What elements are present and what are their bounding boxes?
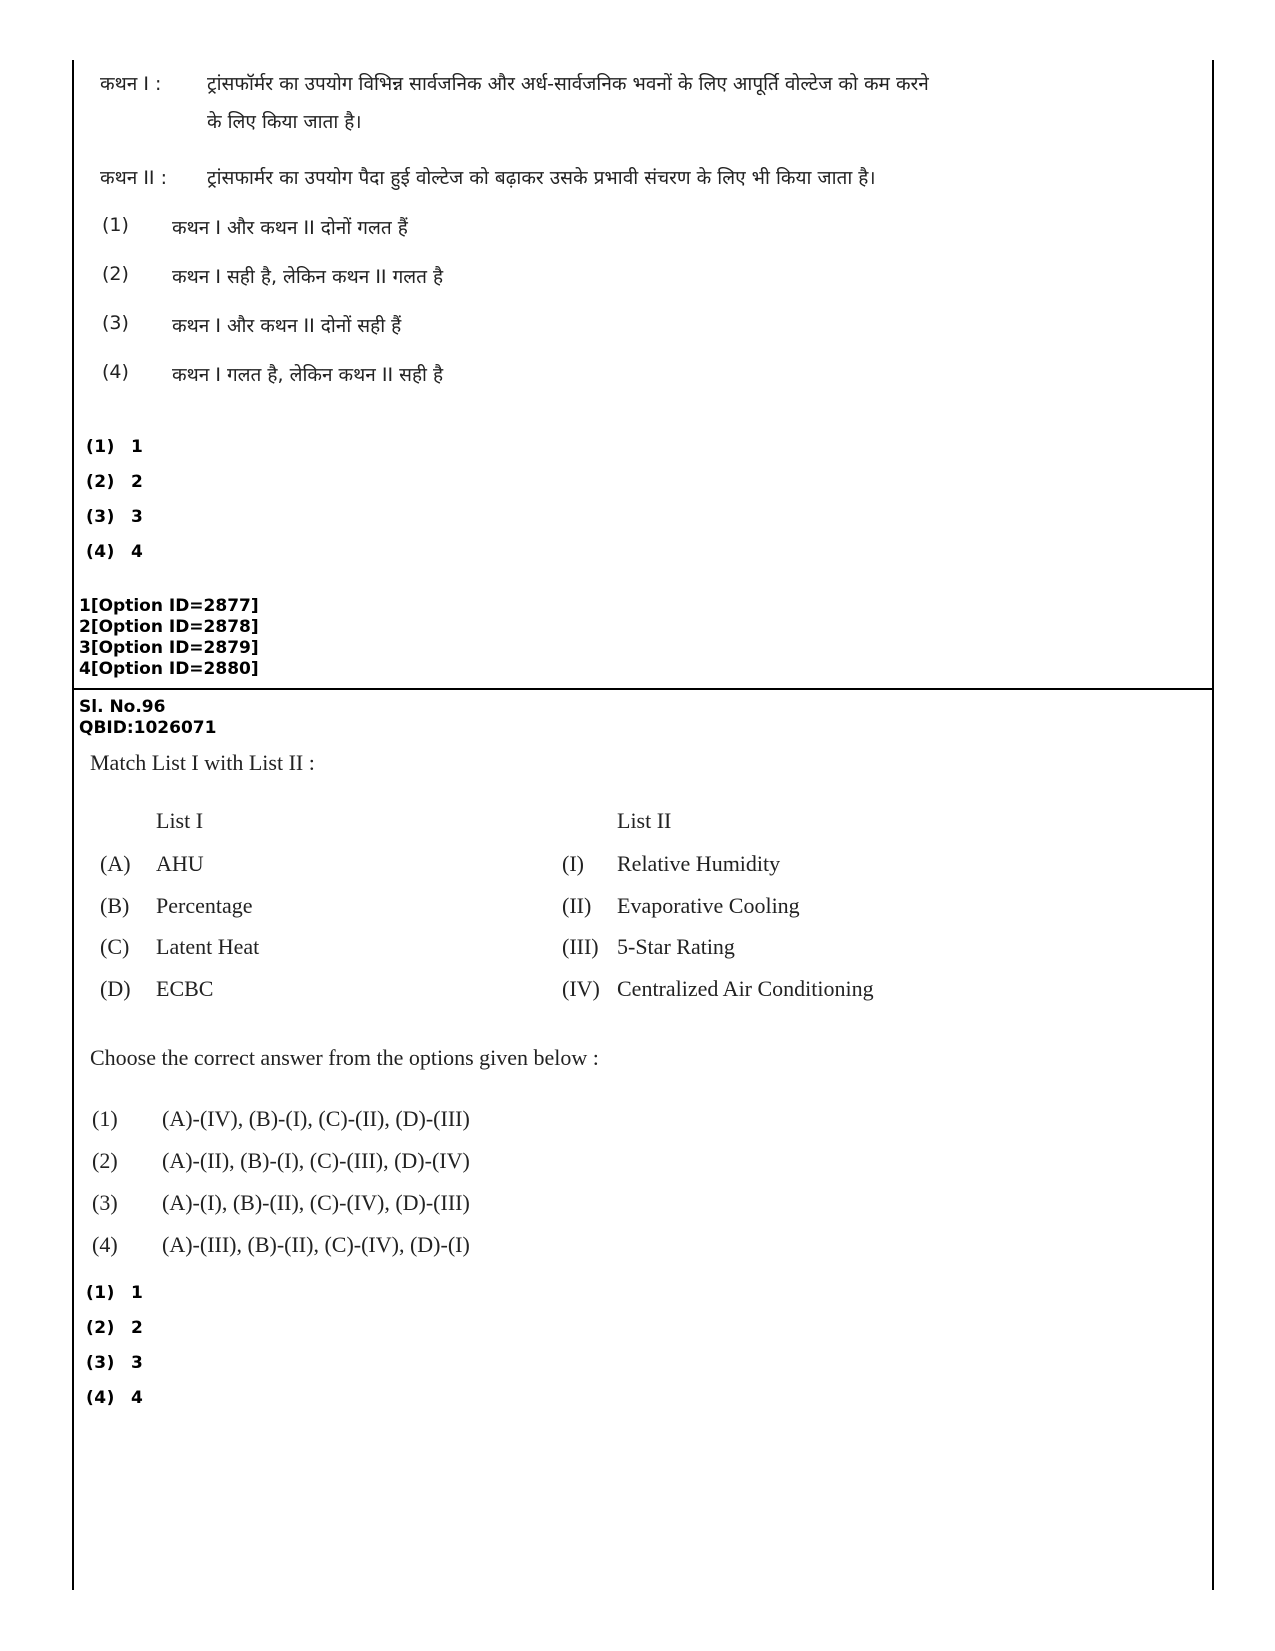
statement-1-line-1: ट्रांसफॉर्मर का उपयोग विभिन्न सार्वजनिक और अर्ध-सार्वजनिक भवनों के लिए आपूर्ति वोल्टेज को कम करने: [207, 73, 929, 95]
q96-answer-number: (3): [86, 1353, 115, 1373]
q95-answer-number: (4): [86, 542, 115, 562]
q96-option-text: (A)-(III), (B)-(II), (C)-(IV), (D)-(I): [162, 1232, 470, 1257]
q96-answer-value: 4: [131, 1388, 144, 1408]
question-divider: [72, 688, 1214, 690]
option-id: 2[Option ID=2878]: [79, 617, 259, 637]
page-border-left: [72, 60, 74, 1590]
list-2-item: Relative Humidity: [617, 851, 781, 876]
list-1-key: (C): [100, 934, 130, 959]
q96-option-number: (4): [92, 1232, 118, 1257]
q95-answer-value: 3: [131, 507, 144, 527]
list-1-item: AHU: [156, 851, 204, 876]
option-id: 4[Option ID=2880]: [79, 659, 259, 679]
q96-answer-value: 3: [131, 1353, 144, 1373]
list-1-key: (A): [100, 851, 131, 876]
list-1-item: Latent Heat: [156, 934, 260, 959]
q95-option-text: कथन I सही है, लेकिन कथन II गलत है: [172, 266, 444, 288]
list-2-item: Evaporative Cooling: [617, 893, 800, 918]
list-2-key: (IV): [562, 976, 600, 1001]
q95-answer-number: (1): [86, 437, 115, 457]
q96-answer-value: 1: [131, 1283, 144, 1303]
q96-option-text: (A)-(I), (B)-(II), (C)-(IV), (D)-(III): [162, 1190, 470, 1215]
list-2-key: (II): [562, 893, 592, 918]
choose-instruction: Choose the correct answer from the options given below :: [90, 1045, 599, 1070]
list-1-item: Percentage: [156, 893, 253, 918]
q96-option-number: (1): [92, 1106, 118, 1131]
question-prompt: Match List I with List II :: [90, 750, 315, 775]
statement-1-line-2: के लिए किया जाता है।: [207, 111, 362, 133]
q96-answer-number: (1): [86, 1283, 115, 1303]
q95-answer-value: 1: [131, 437, 144, 457]
q95-answer-number: (3): [86, 507, 115, 527]
option-id-list: [79, 596, 259, 680]
q95-option-text: कथन I और कथन II दोनों सही हैं: [172, 315, 402, 337]
list-1-key: (D): [100, 976, 131, 1001]
list-1-header: List I: [156, 808, 204, 833]
q95-option-number: (2): [102, 263, 129, 285]
list-2-key: (I): [562, 851, 584, 876]
q95-answer-value: 2: [131, 472, 144, 492]
q95-option-text: कथन I और कथन II दोनों गलत हैं: [172, 217, 408, 239]
statement-2-label: कथन II :: [100, 167, 167, 189]
qbid: QBID:1026071: [79, 718, 217, 738]
q95-answer-value: 4: [131, 542, 144, 562]
q95-option-number: (1): [102, 214, 129, 236]
q95-option-number: (3): [102, 312, 129, 334]
list-2-item: 5-Star Rating: [617, 934, 735, 959]
list-1-key: (B): [100, 893, 130, 918]
q96-option-text: (A)-(II), (B)-(I), (C)-(III), (D)-(IV): [162, 1148, 470, 1173]
q95-answer-number: (2): [86, 472, 115, 492]
q96-option-number: (3): [92, 1190, 118, 1215]
list-2-header: List II: [617, 808, 672, 833]
q96-answer-value: 2: [131, 1318, 144, 1338]
q96-option-number: (2): [92, 1148, 118, 1173]
q96-answer-number: (2): [86, 1318, 115, 1338]
list-2-item: Centralized Air Conditioning: [617, 976, 874, 1001]
q95-option-text: कथन I गलत है, लेकिन कथन II सही है: [172, 364, 444, 386]
option-id: 1[Option ID=2877]: [79, 596, 259, 616]
page-border-right: [1212, 60, 1214, 1590]
q96-option-text: (A)-(IV), (B)-(I), (C)-(II), (D)-(III): [162, 1106, 470, 1131]
list-1-item: ECBC: [156, 976, 214, 1001]
statement-2-text: ट्रांसफार्मर का उपयोग पैदा हुई वोल्टेज को बढ़ाकर उसके प्रभावी संचरण के लिए भी किया जाता है।: [207, 167, 876, 189]
statement-1-label: कथन I :: [100, 73, 162, 95]
question-meta: [79, 697, 216, 739]
option-id: 3[Option ID=2879]: [79, 638, 259, 658]
q95-option-number: (4): [102, 361, 129, 383]
serial-number: Sl. No.96: [79, 697, 166, 717]
q96-answer-number: (4): [86, 1388, 115, 1408]
list-2-key: (III): [562, 934, 599, 959]
